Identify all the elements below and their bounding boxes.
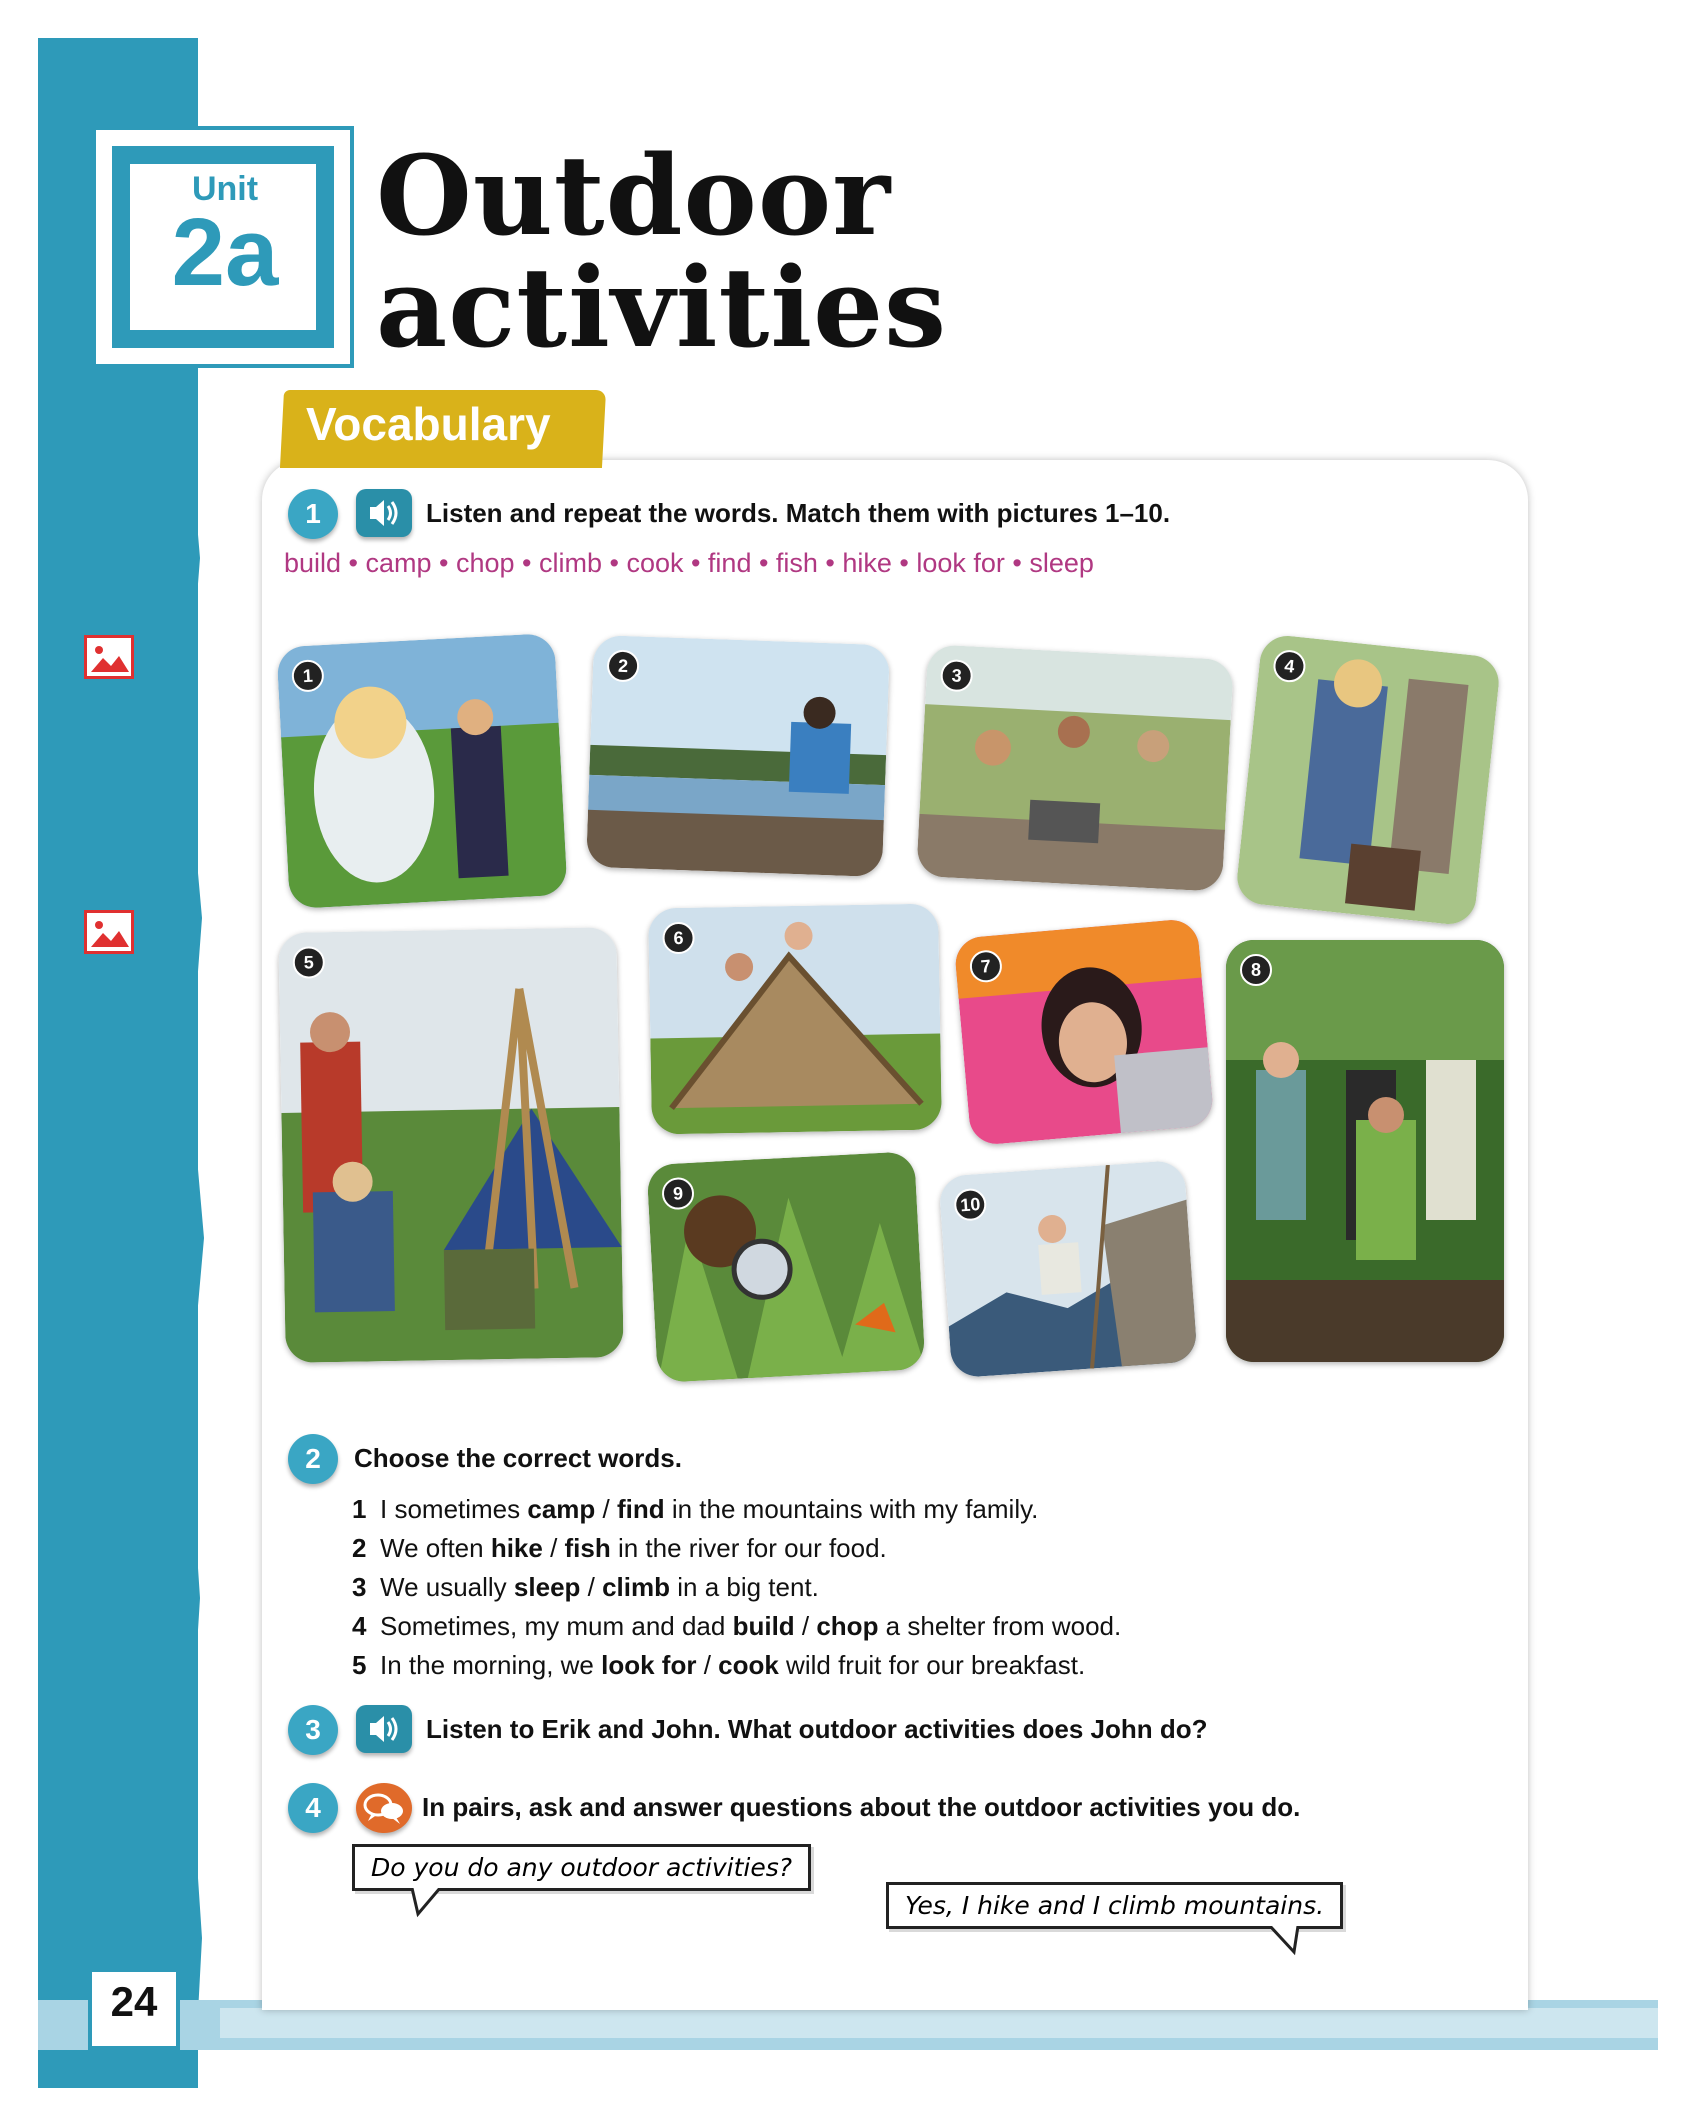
photo-number: 3 (940, 659, 974, 693)
photo-1 (276, 633, 567, 909)
unit-label: Unit (191, 170, 259, 208)
photo-number: 8 (1240, 954, 1272, 986)
exercise-4-instruction: In pairs, ask and answer questions about the outdoor activities you do. (422, 1792, 1301, 1822)
speaker-icon (356, 489, 412, 537)
chat-icon (356, 1783, 412, 1833)
word-option[interactable]: find (616, 1494, 665, 1524)
image-icon[interactable] (84, 910, 134, 954)
exercise-1-instruction: Listen and repeat the words. Match them with pictures 1–10. (426, 498, 1171, 528)
exercise-3-instruction: Listen to Erik and John. What outdoor activities does John do? (426, 1714, 1208, 1744)
photo-number: 6 (662, 922, 695, 955)
page-number: 24 (110, 1978, 158, 2025)
photo-5 (278, 927, 623, 1363)
bottom-band-light (220, 2008, 1658, 2038)
word-option[interactable]: fish (564, 1533, 611, 1563)
sentence-list (352, 1490, 1121, 1685)
photo-number: 9 (661, 1177, 695, 1211)
photo-9 (646, 1151, 925, 1383)
photo-10 (938, 1160, 1197, 1379)
pair-work-button[interactable] (356, 1783, 412, 1833)
word-option[interactable]: build (732, 1611, 795, 1641)
bubble-tail (1268, 1926, 1308, 1956)
photo-number: 2 (607, 649, 640, 682)
image-icon[interactable] (84, 635, 134, 679)
sentence-item: 3 We usually sleep / climb in a big tent. (352, 1572, 819, 1602)
photo-2 (586, 635, 890, 877)
word-option[interactable]: chop (816, 1611, 879, 1641)
title-line-1: Outdoor (376, 131, 892, 260)
photo-8 (1226, 940, 1504, 1362)
exercise-number-3: 3 (288, 1705, 338, 1755)
unit-number: 2a (171, 199, 279, 306)
word-option[interactable]: sleep (513, 1572, 581, 1602)
word-option[interactable]: climb (602, 1572, 671, 1602)
photo-4 (1235, 633, 1502, 927)
page-title (376, 131, 948, 373)
photo-number: 7 (969, 949, 1004, 984)
bubble-tail (410, 1888, 450, 1918)
word-option[interactable]: look for (601, 1650, 697, 1680)
sentence-item: 1 I sometimes camp / find in the mountains with my family. (352, 1494, 1039, 1524)
title-line-2: activities (376, 243, 948, 373)
photo-3 (916, 644, 1234, 892)
audio-button[interactable] (356, 489, 412, 537)
photo-number: 10 (953, 1188, 987, 1222)
photo-number: 5 (293, 946, 326, 979)
word-option[interactable]: cook (718, 1650, 779, 1680)
speech-bubble-answer (886, 1882, 1343, 1929)
exercise-number-2: 2 (288, 1434, 338, 1484)
word-option[interactable]: hike (490, 1533, 543, 1563)
bubble-answer-text: Yes, I hike and I climb mountains. (905, 1891, 1325, 1920)
audio-button[interactable] (356, 1705, 412, 1753)
bubble-question-text: Do you do any outdoor activities? (371, 1853, 792, 1882)
exercise-2-instruction: Choose the correct words. (354, 1443, 682, 1473)
speech-bubble-question (352, 1844, 811, 1891)
sentence-item: 4 Sometimes, my mum and dad build / chop a shelter from wood. (352, 1611, 1122, 1641)
photo-6 (648, 903, 942, 1134)
sentence-item: 5 In the morning, we look for / cook wild fruit for our breakfast. (352, 1650, 1086, 1680)
sentence-item: 2 We often hike / fish in the river for our food. (352, 1533, 887, 1563)
photo-number: 4 (1272, 649, 1307, 684)
section-label: Vocabulary (306, 398, 551, 450)
speaker-icon (356, 1705, 412, 1753)
exercise-number-4: 4 (288, 1783, 338, 1833)
exercise-number-1: 1 (288, 489, 338, 539)
word-list: build • camp • chop • climb • cook • find • fish • hike • look for • sleep (284, 548, 1094, 578)
word-option[interactable]: camp (527, 1494, 596, 1524)
photo-7 (953, 918, 1214, 1146)
photo-number: 1 (291, 659, 325, 693)
